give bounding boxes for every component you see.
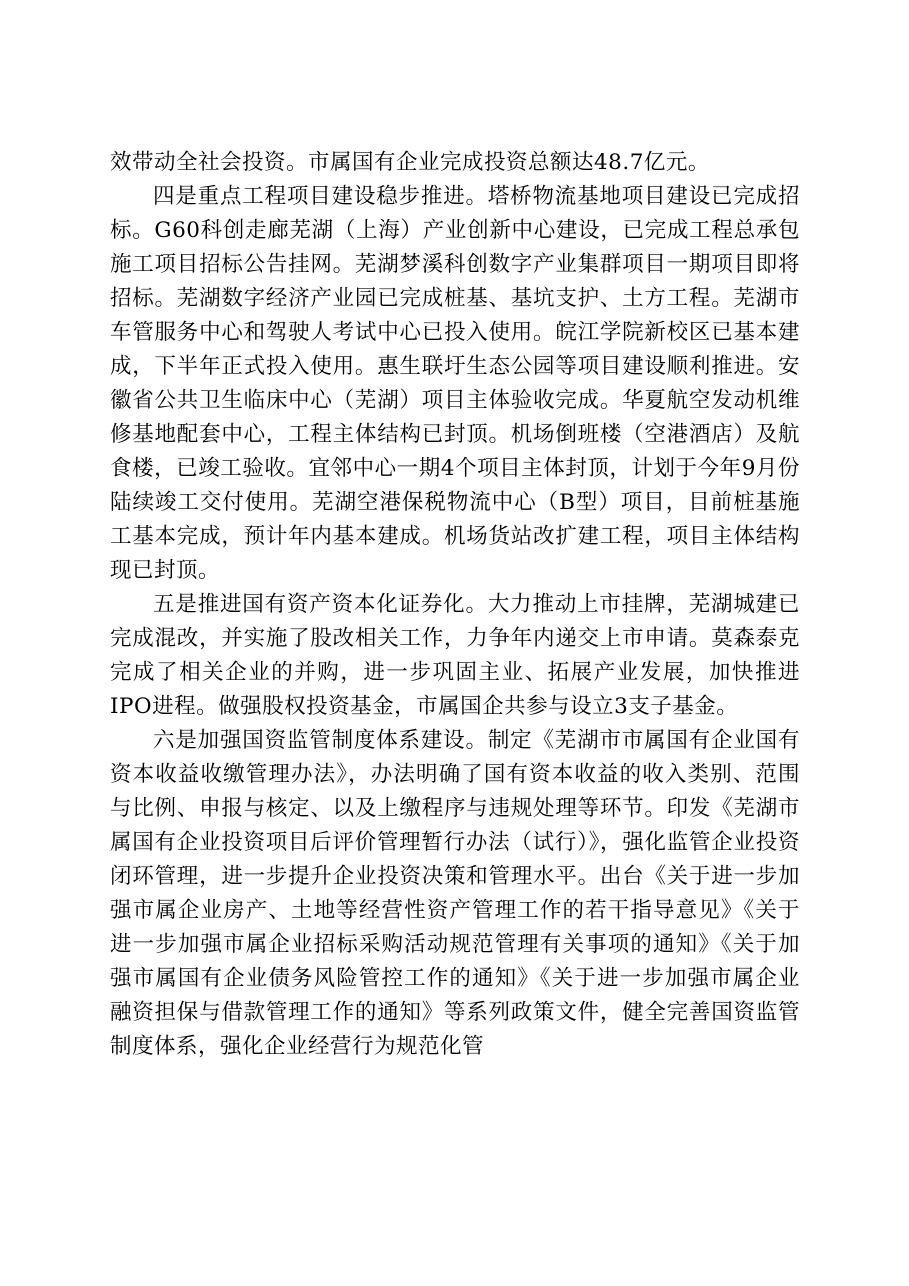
paragraph-continuation: 效带动全社会投资。市属国有企业完成投资总额达48.7亿元。 — [110, 150, 710, 175]
paragraph-key-projects: 四是重点工程项目建设稳步推进。塔桥物流基地项目建设已完成招标。G60科创走廊芜湖（上海）产业创新中心建设，已完成工程总承包施工项目招标公告挂网。芜湖梦溪科创数字产业集群项目一期项目即将招标。芜湖数字经济产业园已完成桩基、基坑支护、土方工程。芜湖市车管服务中心和驾驶人考试中心已投入使用。皖江学院新校区已基本建成，下半年正式投入使用。惠生联圩生态公园等项目建设顺利推进。安徽省公共卫生临床中心（芜湖）项目主体验收完成。华夏航空发动机维修基地配套中心，工程主体结构已封顶。机场倒班楼（空港酒店）及航食楼，已竣工验收。宜邻中心一期4个项目主体封顶，计划于今年9月份陆续竣工交付使用。芜湖空港保税物流中心（B型）项目，目前桩基施工基本完成，预计年内基本建成。机场货站改扩建工程，项目主体结构现已封顶。 — [110, 184, 800, 583]
paragraph-supervision-system: 六是加强国资监管制度体系建设。制定《芜湖市市属国有企业国有资本收益收缴管理办法》，办法明确了国有资本收益的收入类别、范围与比例、申报与核定、以及上缴程序与违规处理等环节。印发《芜湖市属国有企业投资项目后评价管理暂行办法（试行）》，强化监管企业投资闭环管理，进一步提升企业投资决策和管理水平。出台《关于进一步加强市属企业房产、土地等经营性资产管理工作的若干指导意见》《关于进一步加强市属企业招标采购活动规范管理有关事项的通知》《关于加强市属国有企业债务风险管控工作的通知》《关于进一步加强市属企业融资担保与借款管理工作的通知》等系列政策文件，健全完善国资监管制度体系，强化企业经营行为规范化管 — [110, 728, 800, 1059]
document-page — [110, 146, 800, 1064]
paragraph-securitization: 五是推进国有资产资本化证券化。大力推动上市挂牌，芜湖城建已完成混改，并实施了股改相关工作，力争年内递交上市申请。莫森泰克完成了相关企业的并购，进一步巩固主业、拓展产业发展，加快推进IPO进程。做强股权投资基金，市属国企共参与设立3支子基金。 — [110, 592, 800, 719]
